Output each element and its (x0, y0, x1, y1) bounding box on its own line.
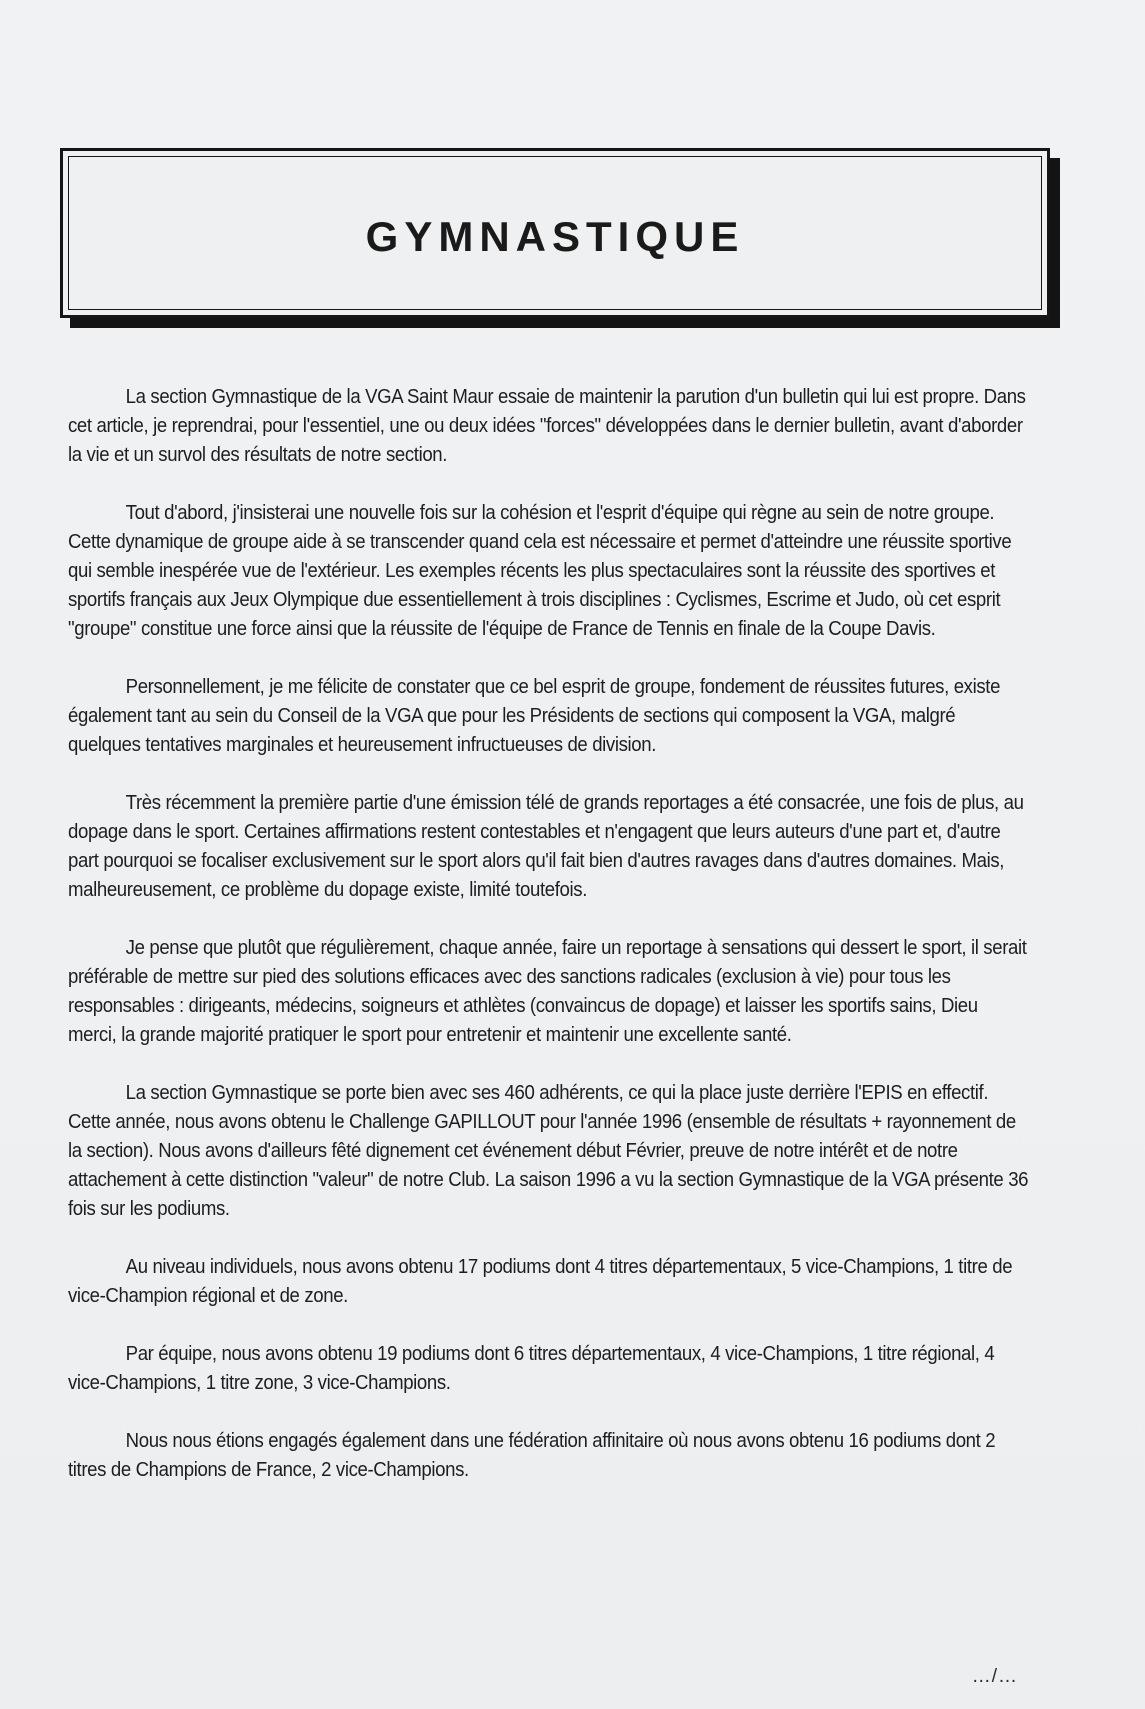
continuation-mark: …/… (971, 1666, 1018, 1687)
paragraph: La section Gymnastique de la VGA Saint Maur essaie de maintenir la parution d'un bulletin qui lui est propre. Dans cet article, je reprendrai, pour l'essentiel, une ou deux idées "forces" développées dans le dernier bulletin, avant d'aborder la vie et un survol des résultats de notre section. (68, 386, 1026, 466)
paragraph: Je pense que plutôt que régulièrement, chaque année, faire un reportage à sensations qui dessert le sport, il serait préférable de mettre sur pied des solutions efficaces avec des sanctions radicales (exclusion à vie) pour tous les responsables : dirigeants, médecins, soigneurs et athlètes (convaincus de dopage) et laisser les sportifs sains, Dieu merci, la grande majorité pratiquer le sport pour entretenir et maintenir une excellente santé. (68, 937, 1027, 1046)
paragraph: Tout d'abord, j'insisterai une nouvelle fois sur la cohésion et l'esprit d'équipe qui règne au sein de notre groupe. Cette dynamique de groupe aide à se transcender quand cela est nécessaire et permet d'atteindre une réussite sportive qui semble inespérée vue de l'extérieur. Les exemples récents les plus spectaculaires sont la réussite des sportives et sportifs français aux Jeux Olympique due essentiellement à trois disciplines : Cyclismes, Escrime et Judo, où cet esprit "groupe" constitue une force ainsi que la réussite de l'équipe de France de Tennis en finale de la Coupe Davis. (68, 502, 1012, 640)
paragraph: La section Gymnastique se porte bien avec ses 460 adhérents, ce qui la place juste derrière l'EPIS en effectif. Cette année, nous avons obtenu le Challenge GAPILLOUT pour l'année 1996 (ensemble de résultats + rayonnement de la section). Nous avons d'ailleurs fêté dignement cet événement début Février, preuve de notre intérêt et de notre attachement à cette distinction "valeur" de notre Club. La saison 1996 a vu la section Gymnastique de la VGA présente 36 fois sur les podiums. (68, 1082, 1029, 1220)
page-title: GYMNASTIQUE (365, 213, 745, 260)
paragraph: Par équipe, nous avons obtenu 19 podiums dont 6 titres départementaux, 4 vice-Champions, 1 titre régional, 4 vice-Champions, 1 titre zone, 3 vice-Champions. (68, 1343, 995, 1394)
article-body (68, 383, 1030, 1514)
paragraph: Au niveau individuels, nous avons obtenu 17 podiums dont 4 titres départementaux, 5 vice-Champions, 1 titre de vice-Champion régional et de zone. (68, 1256, 1013, 1307)
paragraph: Très récemment la première partie d'une émission télé de grands reportages a été consacrée, une fois de plus, au dopage dans le sport. Certaines affirmations restent contestables et n'engagent que leurs auteurs d'une part et, d'autre part pourquoi se focaliser exclusivement sur le sport alors qu'il fait bien d'autres ravages dans d'autres domaines. Mais, malheureusement, ce problème du dopage existe, limité toutefois. (68, 792, 1024, 901)
paragraph: Personnellement, je me félicite de constater que ce bel esprit de groupe, fondement de réussites futures, existe également tant au sein du Conseil de la VGA que pour les Présidents de sections qui composent la VGA, malgré quelques tentatives marginales et heureusement infructueuses de division. (68, 676, 1001, 756)
paragraph: Nous nous étions engagés également dans une fédération affinitaire où nous avons obtenu 16 podiums dont 2 titres de Champions de France, 2 vice-Champions. (68, 1430, 996, 1481)
title-box (60, 148, 1050, 318)
